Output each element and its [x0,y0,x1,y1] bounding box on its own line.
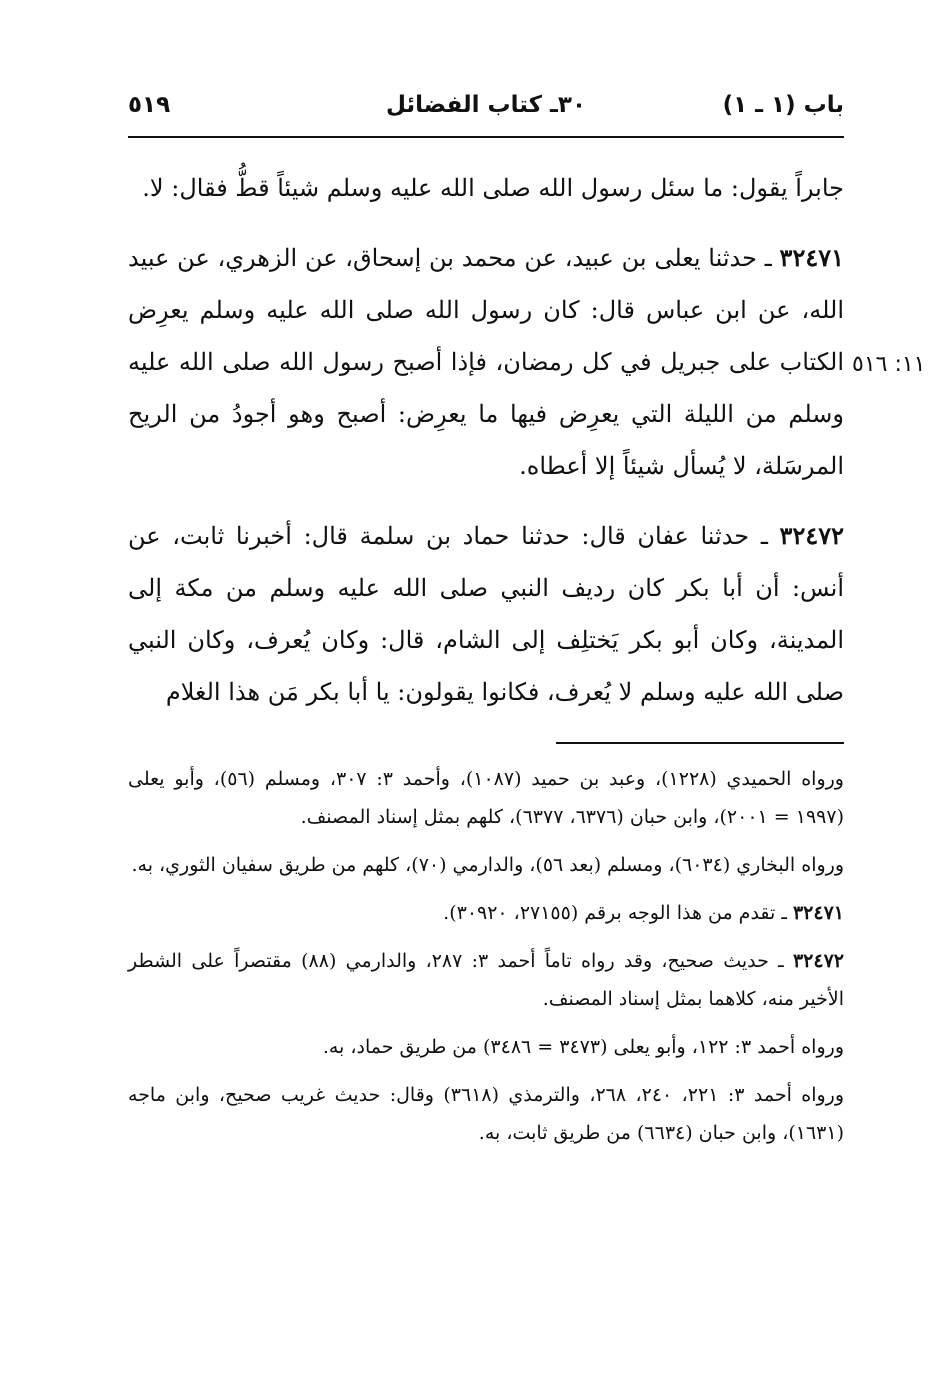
hadith-32471 [128,232,844,492]
hadith-32472 [128,510,844,718]
paragraph-continuation [128,162,844,214]
hadith-text: ـ حدثنا عفان قال: حدثنا حماد بن سلمة قال: أخبرنا ثابت، عن أنس: أن أبا بكر كان رديف النبي صلى الله عليه وسلم من مكة إلى المدينة، وكان أبو بكر يَختلِف إلى الشام، قال: وكان يُعرف، وكان النبي صلى الله عليه وسلم لا يُعرف، فكانوا يقولون: يا أبا بكر مَن هذا الغلام [128,522,844,706]
footnote-text: ـ حديث صحيح، وقد رواه تاماً أحمد ٣: ٢٨٧، والدارمي (٨٨) مقتصراً على الشطر الأخير منه، كلاهما بمثل إسناد المصنف. [128,950,844,1010]
footnote [128,894,844,932]
book-title: ٣٠ـ كتاب الفضائل [385,92,587,118]
footnote: ورواه أحمد ٣: ١٢٢، وأبو يعلى (٣٤٧٣ = ٣٤٨٦) من طريق حماد، به. [322,1036,844,1058]
footnote-text: ـ تقدم من هذا الوجه برقم (٢٧١٥٥، ٣٠٩٢٠). [443,902,793,924]
chapter-heading: باب (١ ـ ١) [722,92,844,118]
footnotes [128,760,844,1162]
hadith-text: ـ حدثنا يعلى بن عبيد، عن محمد بن إسحاق، عن الزهري، عن عبيد الله، عن ابن عباس قال: كان رسول الله صلى الله عليه وسلم يعرِض الكتاب على جبريل في كل رمضان، فإذا أصبح رسول الله صلى الله عليه وسلم من الليلة التي يعرِض فيها ما يعرِض: أصبح وهو أجودُ من الريح المرسَلة، لا يُسأل شيئاً إلا أعطاه. [128,244,844,480]
footnote-divider [556,742,844,744]
footnote-number: ٣٢٤٧٢ [792,950,844,972]
hadith-number: ٣٢٤٧١ [779,243,844,272]
paragraph-text: جابراً يقول: ما سئل رسول الله صلى الله عليه وسلم شيئاً قطُّ فقال: لا. [142,174,844,202]
footnote: ورواه أحمد ٣: ٢٢١، ٢٤٠، ٢٦٨، والترمذي (٣٦١٨) وقال: حديث غريب صحيح، وابن ماجه (١٦٣١)، وابن حبان (٦٦٣٤) من طريق ثابت، به. [128,1084,845,1144]
hadith-number: ٣٢٤٧٢ [779,521,844,550]
footnote [128,942,844,1018]
footnote: ورواه الحميدي (١٢٢٨)، وعبد بن حميد (١٠٨٧)، وأحمد ٣: ٣٠٧، ومسلم (٥٦)، وأبو يعلى (١٩٩٧ = ٢٠٠١)، وابن حبان (٦٣٧٦، ٦٣٧٧)، كلهم بمثل إسناد المصنف. [128,768,844,828]
page-header [128,92,844,132]
margin-reference: ١١: ٥١٦ [852,352,926,377]
footnote: ورواه البخاري (٦٠٣٤)، ومسلم (بعد ٥٦)، والدارمي (٧٠)، كلهم من طريق سفيان الثوري، به. [131,854,844,876]
header-divider [128,136,844,138]
footnote-number: ٣٢٤٧١ [792,902,844,924]
page-number: ٥١٩ [128,92,171,118]
main-text [128,162,844,718]
